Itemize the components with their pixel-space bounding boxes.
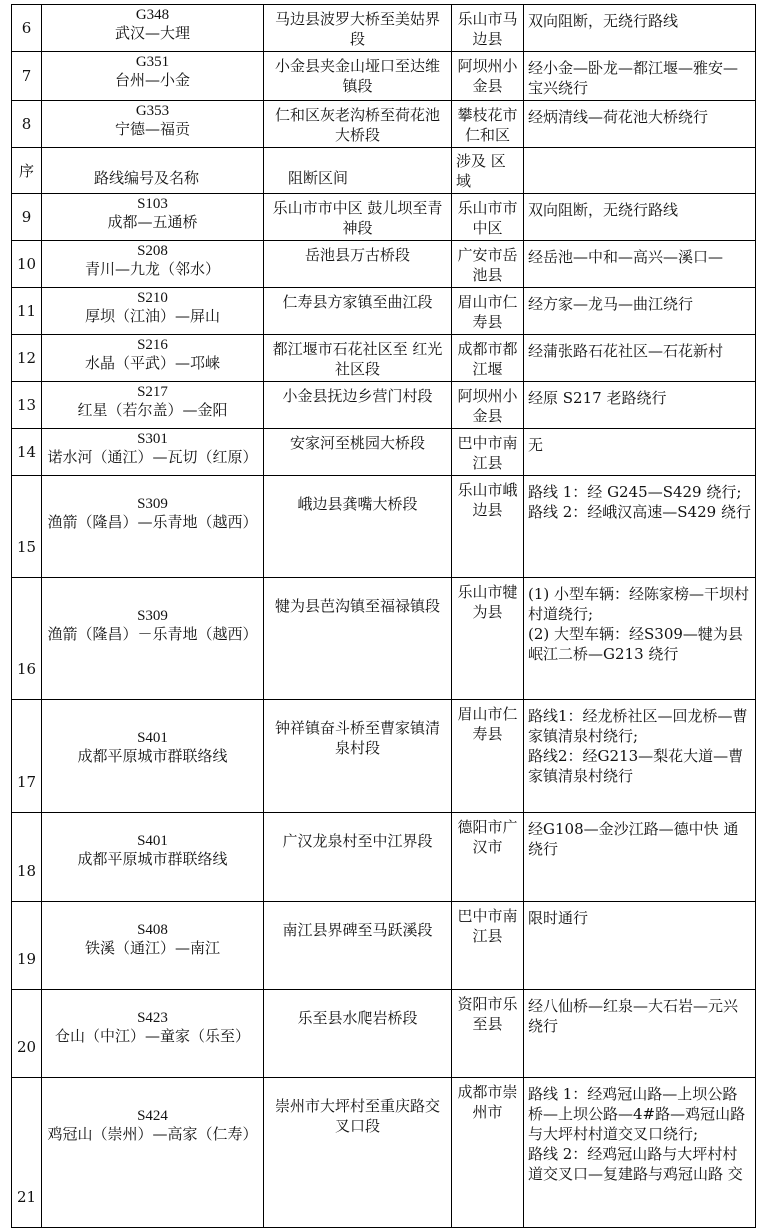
detour-line: 无: [528, 436, 544, 454]
detour-cell: [524, 429, 756, 476]
closure-segment: 安家河至桃园大桥段: [289, 434, 425, 452]
area-cell: [452, 902, 524, 990]
detour-cell: [524, 902, 756, 990]
area-name: 德阳市广汉市: [457, 818, 518, 856]
table-row: [12, 382, 756, 429]
table-row: [12, 476, 756, 578]
closure-segment: 岳池县万古桥段: [304, 246, 410, 264]
route-code: S309: [137, 496, 168, 512]
closure-segment: 马边县波罗大桥至美姑界段: [274, 10, 440, 48]
table-row: [12, 194, 756, 241]
area-name: 攀枝花市仁和区: [457, 106, 518, 144]
header-row: [12, 148, 756, 194]
closure-segment: 小金县抚边乡营门村段: [282, 387, 433, 405]
detour-text: [528, 54, 751, 98]
detour-cell: [524, 813, 756, 902]
route-cell: [42, 5, 264, 52]
route-name: 成都平原城市群联络线: [77, 747, 228, 765]
table-body-top: [12, 5, 756, 148]
area-name: 成都市都江堰: [457, 340, 518, 378]
closure-segment-cell: [264, 5, 452, 52]
table-row: [12, 241, 756, 288]
area-name: 眉山市仁寿县: [457, 293, 518, 331]
closure-segment: 都江堰市石花社区至 红光社区段: [272, 340, 443, 378]
header-detour: [524, 148, 756, 194]
table-row: [12, 288, 756, 335]
detour-text: [528, 196, 751, 220]
area-cell: [452, 700, 524, 813]
header-route: 路线编号及名称: [42, 148, 264, 194]
route-cell: [42, 382, 264, 429]
route-name: 诺水河（通江）—瓦切（红原）: [47, 448, 258, 466]
detour-text: [528, 580, 751, 664]
detour-line: 路线1：经龙桥社区—回龙桥—曹家镇清泉村绕行;: [528, 707, 748, 745]
route-cell: [42, 52, 264, 101]
closure-segment-cell: [264, 1078, 452, 1228]
detour-text: [528, 384, 751, 408]
header-area: 涉及 区域: [452, 148, 524, 194]
closure-segment: 仁寿县方家镇至曲江段: [282, 293, 433, 311]
detour-line: 经八仙桥—红泉—大石岩—元兴绕行: [528, 997, 739, 1035]
detour-text: [528, 337, 751, 361]
row-number-cell: 13: [12, 382, 42, 429]
route-name: 青川—九龙（邻水）: [84, 260, 220, 278]
detour-line: 限时通行: [528, 909, 589, 927]
table-row: [12, 5, 756, 52]
route-cell: [42, 194, 264, 241]
route-name: 红星（若尔盖）—金阳: [77, 401, 228, 419]
closure-segment: 仁和区灰老沟桥至荷花池大桥段: [274, 106, 440, 144]
detour-text: [528, 992, 751, 1036]
row-number-cell: 21: [12, 1078, 42, 1228]
closure-segment-cell: [264, 700, 452, 813]
table-row: [12, 429, 756, 476]
route-code: S423: [137, 1010, 168, 1026]
detour-text: [528, 243, 751, 267]
row-number-cell: 14: [12, 429, 42, 476]
route-cell: [42, 813, 264, 902]
detour-line: 经岳池—中和—高兴—溪口—: [528, 248, 724, 266]
area-name: 眉山市仁寿县: [457, 705, 518, 743]
route-code: S401: [137, 730, 168, 746]
route-code: S301: [137, 431, 168, 447]
table-row: [12, 902, 756, 990]
area-cell: [452, 813, 524, 902]
detour-text: [528, 1080, 751, 1184]
area-name: 乐山市市中区: [457, 199, 518, 237]
route-code: S217: [137, 384, 168, 400]
area-name: 乐山市马边县: [457, 10, 518, 48]
area-name: 资阳市乐至县: [457, 995, 518, 1033]
detour-line: 路线2：经G213—梨花大道—曹家镇清泉村绕行: [528, 747, 744, 785]
route-code: S309: [137, 608, 168, 624]
area-cell: [452, 241, 524, 288]
route-cell: [42, 578, 264, 700]
detour-cell: [524, 990, 756, 1078]
closure-segment: 乐山市市中区 鼓儿坝至青神段: [272, 199, 443, 237]
closure-segment-cell: [264, 429, 452, 476]
area-cell: [452, 335, 524, 382]
header-segment: 阻断区间: [264, 148, 452, 194]
row-number-cell: 17: [12, 700, 42, 813]
table-row: [12, 700, 756, 813]
route-code: S401: [137, 833, 168, 849]
detour-text: [528, 290, 751, 314]
route-name: 成都—五通桥: [107, 213, 198, 231]
route-cell: [42, 902, 264, 990]
row-number-cell: 12: [12, 335, 42, 382]
route-name: 仓山（中江）—童家（乐至）: [54, 1027, 250, 1045]
closure-segment: 钟祥镇奋斗桥至曹家镇清泉村段: [274, 719, 440, 757]
closure-segment-cell: [264, 288, 452, 335]
route-code: G353: [135, 103, 170, 119]
area-name: 阿坝州小金县: [457, 387, 518, 425]
area-name: 成都市崇州市: [457, 1083, 518, 1121]
route-name: 武汉—大理: [114, 24, 190, 42]
detour-text: [528, 431, 751, 455]
detour-cell: [524, 241, 756, 288]
route-code: S216: [137, 337, 168, 353]
row-number-cell: 16: [12, 578, 42, 700]
route-code: S210: [137, 290, 168, 306]
detour-cell: [524, 194, 756, 241]
route-name: 水晶（平武）—邛崃: [84, 354, 220, 372]
closure-segment: 小金县夹金山垭口至达维镇段: [274, 57, 440, 95]
detour-cell: [524, 101, 756, 148]
route-name: 铁溪（通江）—南江: [84, 939, 220, 957]
detour-text: [528, 478, 751, 522]
area-cell: [452, 578, 524, 700]
closure-segment-cell: [264, 382, 452, 429]
table-row: [12, 101, 756, 148]
closure-segment-cell: [264, 335, 452, 382]
table-row: [12, 990, 756, 1078]
table-row: [12, 335, 756, 382]
row-number-cell: 7: [12, 52, 42, 101]
area-cell: [452, 429, 524, 476]
detour-line: (2) 大型车辆：经S309—犍为县岷江二桥—G213 绕行: [528, 625, 743, 663]
detour-cell: [524, 476, 756, 578]
row-number-cell: 9: [12, 194, 42, 241]
area-name: 乐山市犍为县: [457, 583, 518, 621]
closure-segment: 广汉龙泉村至中江界段: [282, 832, 433, 850]
route-cell: [42, 476, 264, 578]
table-row: [12, 1078, 756, 1228]
detour-cell: [524, 700, 756, 813]
road-closure-table-sheet: [11, 4, 755, 1228]
road-closure-table: [11, 4, 756, 1228]
detour-line: 双向阻断，无绕行路线: [528, 12, 679, 30]
area-cell: [452, 1078, 524, 1228]
table-header: [12, 148, 756, 194]
closure-segment-cell: [264, 101, 452, 148]
header-no: 序: [12, 148, 42, 194]
detour-text: [528, 7, 751, 31]
detour-line: 经炳清线—荷花池大桥绕行: [528, 108, 709, 126]
route-cell: [42, 288, 264, 335]
area-name: 乐山市峨边县: [457, 481, 518, 519]
route-name: 台州—小金: [114, 71, 190, 89]
closure-segment: 乐至县水爬岩桥段: [297, 1009, 418, 1027]
area-cell: [452, 5, 524, 52]
route-cell: [42, 101, 264, 148]
detour-cell: [524, 335, 756, 382]
route-code: G351: [135, 54, 170, 70]
area-name: 巴中市南江县: [457, 907, 518, 945]
closure-segment-cell: [264, 578, 452, 700]
detour-line: 路线 1：经 G245—S429 绕行;: [528, 483, 742, 501]
detour-line: 路线 2：经鸡冠山路与大坪村村 道交叉口—复建路与鸡冠山路 交: [528, 1145, 743, 1183]
closure-segment-cell: [264, 194, 452, 241]
route-code: S424: [137, 1108, 168, 1124]
closure-segment: 南江县界碑至马跃溪段: [282, 921, 433, 939]
closure-segment: 犍为县芭沟镇至福禄镇段: [274, 597, 440, 615]
row-number-cell: 20: [12, 990, 42, 1078]
detour-cell: [524, 52, 756, 101]
route-cell: [42, 700, 264, 813]
detour-text: [528, 904, 751, 928]
route-code: S408: [137, 922, 168, 938]
detour-line: 经小金—卧龙—都江堰—雅安—宝兴绕行: [528, 59, 739, 97]
route-name: 宁德—福贡: [114, 120, 190, 138]
route-code: S103: [137, 196, 168, 212]
detour-cell: [524, 382, 756, 429]
row-number-cell: 11: [12, 288, 42, 335]
route-cell: [42, 241, 264, 288]
area-cell: [452, 476, 524, 578]
route-name: 成都平原城市群联络线: [77, 850, 228, 868]
detour-line: 经蒲张路石花社区—石花新村: [528, 342, 724, 360]
route-name: 渔箭（隆昌）－乐青地（越西）: [47, 625, 258, 643]
table-body-main: [12, 194, 756, 1228]
detour-cell: [524, 578, 756, 700]
route-cell: [42, 1078, 264, 1228]
detour-text: [528, 702, 751, 786]
closure-segment-cell: [264, 990, 452, 1078]
row-number-cell: 15: [12, 476, 42, 578]
detour-cell: [524, 5, 756, 52]
area-cell: [452, 990, 524, 1078]
closure-segment-cell: [264, 902, 452, 990]
closure-segment-cell: [264, 813, 452, 902]
area-name: 巴中市南江县: [457, 434, 518, 472]
detour-line: 经方家—龙马—曲江绕行: [528, 295, 694, 313]
area-cell: [452, 52, 524, 101]
area-cell: [452, 194, 524, 241]
row-number-cell: 8: [12, 101, 42, 148]
detour-line: 双向阻断，无绕行路线: [528, 201, 679, 219]
table-row: [12, 578, 756, 700]
area-name: 阿坝州小金县: [457, 57, 518, 95]
closure-segment: 崇州市大坪村至重庆路交叉口段: [274, 1097, 440, 1135]
row-number-cell: 6: [12, 5, 42, 52]
closure-segment-cell: [264, 52, 452, 101]
detour-line: 路线 2：经峨汉高速—S429 绕行: [528, 503, 751, 521]
table-row: [12, 813, 756, 902]
route-name: 鸡冠山（崇州）—高家（仁寿）: [47, 1125, 258, 1143]
closure-segment: 峨边县龚嘴大桥段: [297, 495, 418, 513]
route-cell: [42, 429, 264, 476]
row-number-cell: 19: [12, 902, 42, 990]
area-cell: [452, 101, 524, 148]
closure-segment-cell: [264, 241, 452, 288]
route-cell: [42, 335, 264, 382]
table-row: [12, 52, 756, 101]
area-name: 广安市岳池县: [457, 246, 518, 284]
route-cell: [42, 990, 264, 1078]
row-number-cell: 10: [12, 241, 42, 288]
area-cell: [452, 382, 524, 429]
closure-segment-cell: [264, 476, 452, 578]
detour-text: [528, 815, 751, 859]
area-cell: [452, 288, 524, 335]
detour-cell: [524, 1078, 756, 1228]
detour-cell: [524, 288, 756, 335]
route-code: S208: [137, 243, 168, 259]
route-name: 渔箭（隆昌）—乐青地（越西）: [47, 513, 258, 531]
detour-line: 路线 1：经鸡冠山路—上坝公路桥—上坝公路—4#路—鸡冠山路与大坪村村道交叉口绕行;: [528, 1085, 746, 1143]
detour-line: 经G108—金沙江路—德中快 通绕行: [528, 820, 739, 858]
row-number-cell: 18: [12, 813, 42, 902]
route-code: G348: [135, 7, 170, 23]
detour-text: [528, 103, 751, 127]
detour-line: (1) 小型车辆：经陈家榜—干坝村村道绕行;: [528, 585, 750, 623]
route-name: 厚坝（江油）—屏山: [84, 307, 220, 325]
detour-line: 经原 S217 老路绕行: [528, 389, 667, 407]
